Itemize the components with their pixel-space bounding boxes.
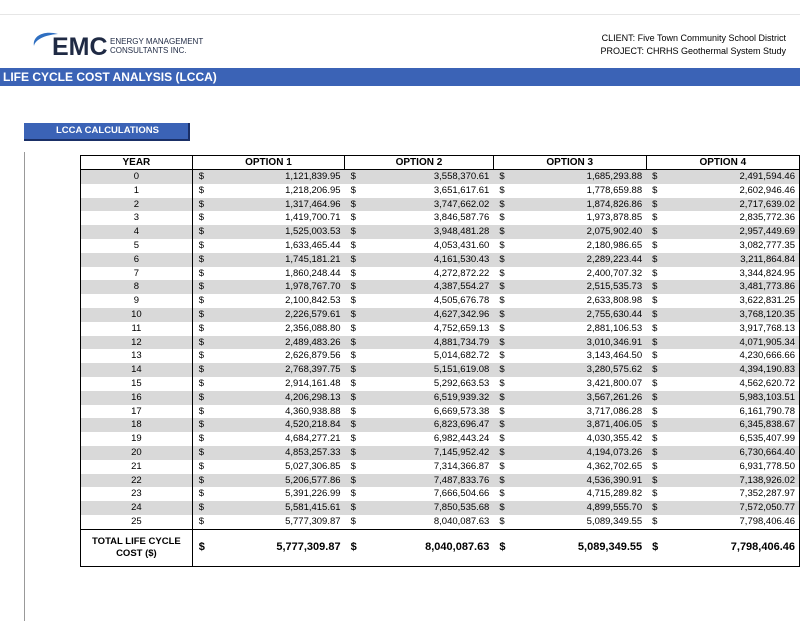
currency-symbol: $ <box>646 446 672 460</box>
currency-symbol: $ <box>646 336 672 350</box>
page-title: LIFE CYCLE COST ANALYSIS (LCCA) <box>3 70 217 84</box>
option-3-value: 1,973,878.85 <box>519 211 646 225</box>
currency-symbol: $ <box>345 280 371 294</box>
table-row <box>81 253 800 267</box>
year-cell: 25 <box>81 515 193 529</box>
currency-symbol: $ <box>646 349 672 363</box>
currency-symbol: $ <box>345 253 371 267</box>
option-4-value: 7,798,406.46 <box>672 515 799 529</box>
sheet-left-border <box>24 152 25 621</box>
logo-text: EMC <box>52 33 108 61</box>
currency-symbol: $ <box>192 322 218 336</box>
option-2-value: 4,053,431.60 <box>371 239 494 253</box>
currency-symbol: $ <box>345 170 371 184</box>
year-cell: 12 <box>81 336 193 350</box>
option-4-value: 2,957,449.69 <box>672 225 799 239</box>
currency-symbol: $ <box>646 515 672 529</box>
currency-symbol: $ <box>493 336 519 350</box>
table-row <box>81 377 800 391</box>
option-2-value: 3,651,617.61 <box>371 184 494 198</box>
currency-symbol: $ <box>646 211 672 225</box>
currency-symbol: $ <box>345 501 371 515</box>
table-row <box>81 294 800 308</box>
option-1-value: 1,218,206.95 <box>219 184 345 198</box>
option-3-value: 4,030,355.42 <box>519 432 646 446</box>
option-1-value: 1,860,248.44 <box>219 267 345 281</box>
currency-symbol: $ <box>646 529 672 566</box>
currency-symbol: $ <box>646 308 672 322</box>
year-cell: 8 <box>81 280 193 294</box>
year-cell: 11 <box>81 322 193 336</box>
currency-symbol: $ <box>646 487 672 501</box>
option-3-value: 4,899,555.70 <box>519 501 646 515</box>
option-1-value: 1,525,003.53 <box>219 225 345 239</box>
option-3-value: 2,180,986.65 <box>519 239 646 253</box>
table-row <box>81 170 800 184</box>
option-3-value: 4,536,390.91 <box>519 474 646 488</box>
currency-symbol: $ <box>345 432 371 446</box>
option-1-value: 1,978,767.70 <box>219 280 345 294</box>
option-4-value: 3,917,768.13 <box>672 322 799 336</box>
year-cell: 19 <box>81 432 193 446</box>
option-1-value: 5,777,309.87 <box>219 515 345 529</box>
option-4-value: 2,602,946.46 <box>672 184 799 198</box>
option-1-value: 2,626,879.56 <box>219 349 345 363</box>
option-3-value: 5,089,349.55 <box>519 515 646 529</box>
currency-symbol: $ <box>345 184 371 198</box>
option-2-value: 4,881,734.79 <box>371 336 494 350</box>
year-cell: 3 <box>81 211 193 225</box>
year-cell: 6 <box>81 253 193 267</box>
table-row <box>81 267 800 281</box>
total-label: TOTAL LIFE CYCLE COST ($) <box>81 529 193 566</box>
currency-symbol: $ <box>192 349 218 363</box>
option-4-value: 6,345,838.67 <box>672 418 799 432</box>
option-4-value: 7,138,926.02 <box>672 474 799 488</box>
option-4-value: 6,161,790.78 <box>672 405 799 419</box>
option-4-value: 5,983,103.51 <box>672 391 799 405</box>
table-row <box>81 349 800 363</box>
currency-symbol: $ <box>646 170 672 184</box>
currency-symbol: $ <box>646 377 672 391</box>
option-1-value: 4,684,277.21 <box>219 432 345 446</box>
option-2-value: 3,558,370.61 <box>371 170 494 184</box>
option-4-value: 6,730,664.40 <box>672 446 799 460</box>
currency-symbol: $ <box>493 432 519 446</box>
option-3-value: 2,755,630.44 <box>519 308 646 322</box>
currency-symbol: $ <box>646 460 672 474</box>
option-2-value: 7,314,366.87 <box>371 460 494 474</box>
currency-symbol: $ <box>646 239 672 253</box>
option-3-value: 2,289,223.44 <box>519 253 646 267</box>
year-cell: 13 <box>81 349 193 363</box>
option-2-value: 4,505,676.78 <box>371 294 494 308</box>
currency-symbol: $ <box>345 487 371 501</box>
option-1-value: 4,206,298.13 <box>219 391 345 405</box>
option-4-value: 4,562,620.72 <box>672 377 799 391</box>
currency-symbol: $ <box>345 405 371 419</box>
currency-symbol: $ <box>345 418 371 432</box>
option-4-value: 3,211,864.84 <box>672 253 799 267</box>
currency-symbol: $ <box>493 515 519 529</box>
table-row <box>81 225 800 239</box>
option-4-value: 7,572,050.77 <box>672 501 799 515</box>
currency-symbol: $ <box>493 239 519 253</box>
currency-symbol: $ <box>192 487 218 501</box>
option-1-value: 5,206,577.86 <box>219 474 345 488</box>
option-3-value: 2,633,808.98 <box>519 294 646 308</box>
option-1-value: 2,914,161.48 <box>219 377 345 391</box>
year-cell: 14 <box>81 363 193 377</box>
currency-symbol: $ <box>493 280 519 294</box>
currency-symbol: $ <box>493 529 519 566</box>
currency-symbol: $ <box>192 529 218 566</box>
currency-symbol: $ <box>646 184 672 198</box>
total-option-3: 5,089,349.55 <box>519 529 646 566</box>
currency-symbol: $ <box>646 280 672 294</box>
table-row <box>81 474 800 488</box>
currency-symbol: $ <box>345 529 371 566</box>
year-cell: 9 <box>81 294 193 308</box>
option-3-value: 3,567,261.26 <box>519 391 646 405</box>
currency-symbol: $ <box>493 308 519 322</box>
year-cell: 0 <box>81 170 193 184</box>
year-cell: 2 <box>81 198 193 212</box>
currency-symbol: $ <box>646 294 672 308</box>
currency-symbol: $ <box>493 460 519 474</box>
currency-symbol: $ <box>192 225 218 239</box>
currency-symbol: $ <box>345 377 371 391</box>
currency-symbol: $ <box>493 267 519 281</box>
option-4-value: 2,491,594.46 <box>672 170 799 184</box>
currency-symbol: $ <box>345 322 371 336</box>
option-1-value: 1,121,839.95 <box>219 170 345 184</box>
option-4-value: 7,352,287.97 <box>672 487 799 501</box>
year-cell: 1 <box>81 184 193 198</box>
option-1-value: 1,745,181.21 <box>219 253 345 267</box>
table-row <box>81 432 800 446</box>
currency-symbol: $ <box>493 322 519 336</box>
option-3-value: 2,075,902.40 <box>519 225 646 239</box>
option-4-value: 4,394,190.83 <box>672 363 799 377</box>
year-cell: 24 <box>81 501 193 515</box>
currency-symbol: $ <box>493 405 519 419</box>
project-line: PROJECT: CHRHS Geothermal System Study <box>600 46 786 56</box>
option-1-value: 2,768,397.75 <box>219 363 345 377</box>
option-4-value: 3,622,831.25 <box>672 294 799 308</box>
option-3-value: 4,715,289.82 <box>519 487 646 501</box>
option-3-value: 1,685,293.88 <box>519 170 646 184</box>
currency-symbol: $ <box>646 405 672 419</box>
currency-symbol: $ <box>192 294 218 308</box>
currency-symbol: $ <box>345 225 371 239</box>
lcca-table <box>80 155 800 567</box>
currency-symbol: $ <box>192 460 218 474</box>
year-cell: 23 <box>81 487 193 501</box>
option-2-value: 4,272,872.22 <box>371 267 494 281</box>
currency-symbol: $ <box>345 515 371 529</box>
table-row <box>81 198 800 212</box>
currency-symbol: $ <box>192 363 218 377</box>
total-row <box>81 529 800 566</box>
currency-symbol: $ <box>192 391 218 405</box>
total-option-1: 5,777,309.87 <box>219 529 345 566</box>
option-3-value: 3,010,346.91 <box>519 336 646 350</box>
option-2-value: 8,040,087.63 <box>371 515 494 529</box>
option-1-value: 5,027,306.85 <box>219 460 345 474</box>
currency-symbol: $ <box>646 198 672 212</box>
option-1-value: 1,317,464.96 <box>219 198 345 212</box>
currency-symbol: $ <box>192 405 218 419</box>
option-3-value: 3,143,464.50 <box>519 349 646 363</box>
client-project-info <box>600 32 786 58</box>
table-row <box>81 211 800 225</box>
currency-symbol: $ <box>493 391 519 405</box>
currency-symbol: $ <box>493 198 519 212</box>
currency-symbol: $ <box>345 336 371 350</box>
currency-symbol: $ <box>646 253 672 267</box>
col-header-option-1: OPTION 1 <box>192 156 344 170</box>
option-4-value: 4,071,905.34 <box>672 336 799 350</box>
option-3-value: 1,874,826.86 <box>519 198 646 212</box>
option-2-value: 6,982,443.24 <box>371 432 494 446</box>
option-1-value: 4,520,218.84 <box>219 418 345 432</box>
year-cell: 17 <box>81 405 193 419</box>
currency-symbol: $ <box>192 377 218 391</box>
currency-symbol: $ <box>493 349 519 363</box>
table-row <box>81 446 800 460</box>
currency-symbol: $ <box>646 474 672 488</box>
table-row <box>81 308 800 322</box>
col-header-option-4: OPTION 4 <box>646 156 799 170</box>
currency-symbol: $ <box>646 225 672 239</box>
option-2-value: 5,014,682.72 <box>371 349 494 363</box>
section-header <box>24 123 190 141</box>
option-3-value: 1,778,659.88 <box>519 184 646 198</box>
page-title-bar <box>0 68 800 86</box>
option-4-value: 6,535,407.99 <box>672 432 799 446</box>
option-2-value: 7,145,952.42 <box>371 446 494 460</box>
currency-symbol: $ <box>493 487 519 501</box>
year-cell: 7 <box>81 267 193 281</box>
year-cell: 22 <box>81 474 193 488</box>
table-row <box>81 280 800 294</box>
currency-symbol: $ <box>192 515 218 529</box>
option-4-value: 3,768,120.35 <box>672 308 799 322</box>
currency-symbol: $ <box>493 184 519 198</box>
currency-symbol: $ <box>646 432 672 446</box>
option-2-value: 6,519,939.32 <box>371 391 494 405</box>
currency-symbol: $ <box>192 253 218 267</box>
year-cell: 18 <box>81 418 193 432</box>
option-2-value: 7,487,833.76 <box>371 474 494 488</box>
option-2-value: 7,850,535.68 <box>371 501 494 515</box>
currency-symbol: $ <box>192 501 218 515</box>
option-2-value: 7,666,504.66 <box>371 487 494 501</box>
option-1-value: 2,100,842.53 <box>219 294 345 308</box>
option-2-value: 4,387,554.27 <box>371 280 494 294</box>
currency-symbol: $ <box>493 418 519 432</box>
currency-symbol: $ <box>493 474 519 488</box>
currency-symbol: $ <box>345 363 371 377</box>
currency-symbol: $ <box>345 446 371 460</box>
option-3-value: 3,871,406.05 <box>519 418 646 432</box>
currency-symbol: $ <box>493 225 519 239</box>
table-row <box>81 184 800 198</box>
option-3-value: 2,515,535.73 <box>519 280 646 294</box>
currency-symbol: $ <box>192 308 218 322</box>
option-1-value: 2,356,088.80 <box>219 322 345 336</box>
currency-symbol: $ <box>646 418 672 432</box>
currency-symbol: $ <box>345 349 371 363</box>
col-header-year: YEAR <box>81 156 193 170</box>
currency-symbol: $ <box>646 501 672 515</box>
option-1-value: 5,391,226.99 <box>219 487 345 501</box>
currency-symbol: $ <box>345 239 371 253</box>
client-line: CLIENT: Five Town Community School District <box>601 33 786 43</box>
option-2-value: 3,747,662.02 <box>371 198 494 212</box>
option-3-value: 3,280,575.62 <box>519 363 646 377</box>
currency-symbol: $ <box>192 432 218 446</box>
total-option-2: 8,040,087.63 <box>371 529 494 566</box>
currency-symbol: $ <box>493 446 519 460</box>
option-2-value: 5,292,663.53 <box>371 377 494 391</box>
currency-symbol: $ <box>192 267 218 281</box>
option-2-value: 4,752,659.13 <box>371 322 494 336</box>
currency-symbol: $ <box>192 336 218 350</box>
option-1-value: 1,419,700.71 <box>219 211 345 225</box>
currency-symbol: $ <box>493 253 519 267</box>
option-3-value: 4,362,702.65 <box>519 460 646 474</box>
col-header-option-3: OPTION 3 <box>493 156 646 170</box>
currency-symbol: $ <box>345 198 371 212</box>
year-cell: 16 <box>81 391 193 405</box>
option-1-value: 5,581,415.61 <box>219 501 345 515</box>
currency-symbol: $ <box>192 280 218 294</box>
currency-symbol: $ <box>646 391 672 405</box>
currency-symbol: $ <box>345 391 371 405</box>
currency-symbol: $ <box>192 211 218 225</box>
option-4-value: 2,717,639.02 <box>672 198 799 212</box>
year-cell: 10 <box>81 308 193 322</box>
currency-symbol: $ <box>493 211 519 225</box>
option-2-value: 4,161,530.43 <box>371 253 494 267</box>
option-2-value: 3,846,587.76 <box>371 211 494 225</box>
option-1-value: 4,853,257.33 <box>219 446 345 460</box>
table-row <box>81 322 800 336</box>
currency-symbol: $ <box>345 474 371 488</box>
table-row <box>81 391 800 405</box>
currency-symbol: $ <box>192 418 218 432</box>
currency-symbol: $ <box>493 501 519 515</box>
option-4-value: 6,931,778.50 <box>672 460 799 474</box>
option-4-value: 3,082,777.35 <box>672 239 799 253</box>
currency-symbol: $ <box>192 170 218 184</box>
currency-symbol: $ <box>192 184 218 198</box>
option-2-value: 6,823,696.47 <box>371 418 494 432</box>
option-2-value: 4,627,342.96 <box>371 308 494 322</box>
top-border <box>0 0 800 15</box>
option-2-value: 6,669,573.38 <box>371 405 494 419</box>
year-cell: 21 <box>81 460 193 474</box>
total-option-4: 7,798,406.46 <box>672 529 799 566</box>
table-row <box>81 487 800 501</box>
table-header-row <box>81 156 800 170</box>
option-3-value: 3,421,800.07 <box>519 377 646 391</box>
table-row <box>81 239 800 253</box>
currency-symbol: $ <box>192 446 218 460</box>
year-cell: 15 <box>81 377 193 391</box>
option-4-value: 2,835,772.36 <box>672 211 799 225</box>
currency-symbol: $ <box>345 267 371 281</box>
year-cell: 5 <box>81 239 193 253</box>
year-cell: 4 <box>81 225 193 239</box>
option-1-value: 4,360,938.88 <box>219 405 345 419</box>
option-2-value: 5,151,619.08 <box>371 363 494 377</box>
col-header-option-2: OPTION 2 <box>345 156 494 170</box>
table-row <box>81 405 800 419</box>
currency-symbol: $ <box>192 198 218 212</box>
currency-symbol: $ <box>493 294 519 308</box>
table-row <box>81 501 800 515</box>
option-2-value: 3,948,481.28 <box>371 225 494 239</box>
option-3-value: 2,881,106.53 <box>519 322 646 336</box>
company-name: ENERGY MANAGEMENT CONSULTANTS INC. <box>110 37 204 55</box>
option-4-value: 3,344,824.95 <box>672 267 799 281</box>
currency-symbol: $ <box>493 377 519 391</box>
currency-symbol: $ <box>646 322 672 336</box>
option-4-value: 4,230,666.66 <box>672 349 799 363</box>
currency-symbol: $ <box>345 294 371 308</box>
currency-symbol: $ <box>345 460 371 474</box>
option-3-value: 2,400,707.32 <box>519 267 646 281</box>
currency-symbol: $ <box>345 211 371 225</box>
option-4-value: 3,481,773.86 <box>672 280 799 294</box>
currency-symbol: $ <box>192 474 218 488</box>
currency-symbol: $ <box>345 308 371 322</box>
option-1-value: 2,489,483.26 <box>219 336 345 350</box>
currency-symbol: $ <box>192 239 218 253</box>
option-3-value: 3,717,086.28 <box>519 405 646 419</box>
option-1-value: 2,226,579.61 <box>219 308 345 322</box>
currency-symbol: $ <box>646 267 672 281</box>
currency-symbol: $ <box>646 363 672 377</box>
currency-symbol: $ <box>493 170 519 184</box>
table-row <box>81 363 800 377</box>
option-3-value: 4,194,073.26 <box>519 446 646 460</box>
table-row <box>81 515 800 529</box>
section-label: LCCA CALCULATIONS <box>56 125 159 136</box>
option-1-value: 1,633,465.44 <box>219 239 345 253</box>
table-row <box>81 418 800 432</box>
currency-symbol: $ <box>493 363 519 377</box>
year-cell: 20 <box>81 446 193 460</box>
table-row <box>81 336 800 350</box>
report-header <box>0 14 800 68</box>
table-row <box>81 460 800 474</box>
